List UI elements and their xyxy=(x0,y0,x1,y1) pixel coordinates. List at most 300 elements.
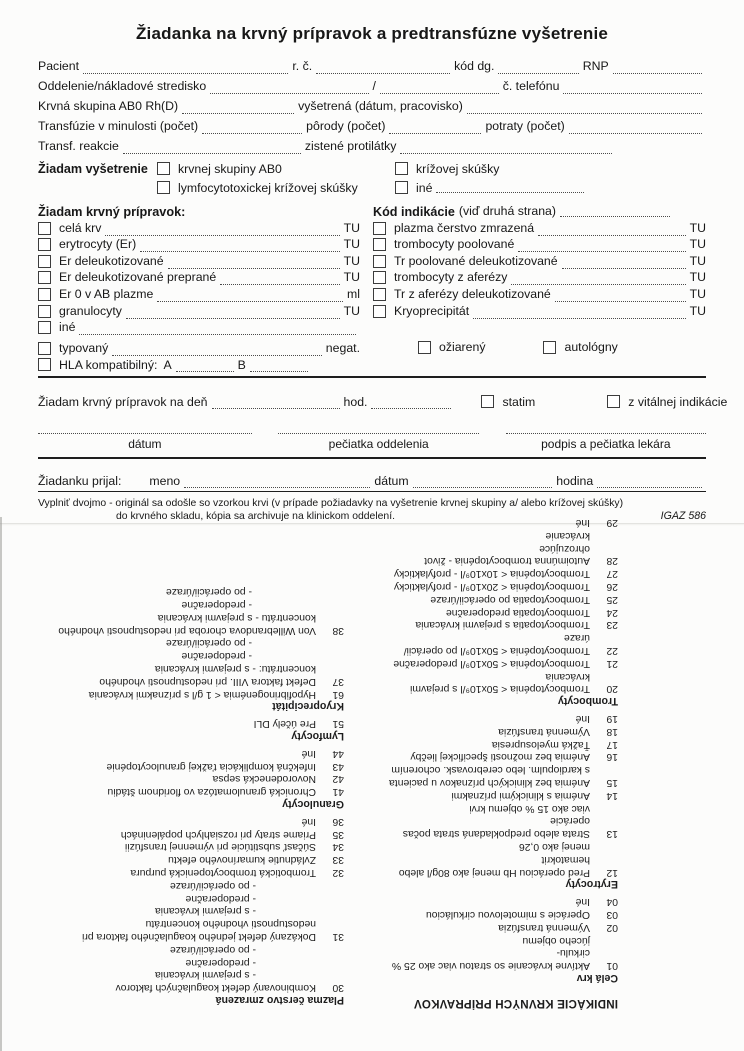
fill-line[interactable] xyxy=(467,103,702,114)
indication-code: 38 xyxy=(332,624,344,636)
indication-item xyxy=(378,750,618,763)
field-label: r. č. xyxy=(292,59,313,73)
checkbox-tr-apheresis-deleuko[interactable] xyxy=(373,288,386,301)
indication-line: nedostupnosti vhodného koncentrátu xyxy=(145,918,316,930)
indication-line: - po operácii/úraze xyxy=(165,637,252,649)
irradiated-row xyxy=(373,339,706,356)
product-row xyxy=(373,269,706,286)
divider xyxy=(38,376,706,378)
checkbox-er-deleukotized[interactable] xyxy=(38,255,51,268)
indication-line: Výmenná transfúzia xyxy=(498,921,590,933)
product-row xyxy=(38,302,360,319)
fill-line[interactable] xyxy=(176,361,234,372)
checkbox-exam-other[interactable] xyxy=(395,181,408,194)
product-row xyxy=(38,252,360,269)
signature-doctor xyxy=(506,433,706,451)
indication-line: Anémia s klinickými príznakmi xyxy=(451,789,590,801)
checkbox-typed[interactable] xyxy=(38,342,51,355)
indication-line: Iné xyxy=(575,896,590,908)
form-code: IGAZ 586 xyxy=(660,509,706,522)
indication-item xyxy=(45,759,344,772)
fill-line[interactable] xyxy=(400,143,612,154)
field-label: kód dg. xyxy=(454,59,495,73)
field-label: RNP xyxy=(582,59,609,73)
indication-line: Iné xyxy=(575,517,590,529)
indication-item xyxy=(45,827,344,840)
product-row xyxy=(38,319,360,336)
indication-code: 44 xyxy=(332,747,344,759)
product-unit: TU xyxy=(343,253,360,268)
product-label: celá krv xyxy=(59,220,102,235)
checkbox-vital-indication[interactable] xyxy=(607,395,620,408)
indication-code: 12 xyxy=(606,866,618,878)
product-unit: TU xyxy=(689,270,706,285)
product-heading: Žiadam krvný prípravok: xyxy=(38,205,186,219)
fill-line[interactable] xyxy=(389,123,481,134)
exam-option-label: lymfocytotoxickej krížovej skúšky xyxy=(178,180,358,195)
product-unit: TU xyxy=(343,220,360,235)
indication-line: Anémia bez možnosti špecifickej liečby xyxy=(410,751,590,763)
indication-code: 04 xyxy=(606,896,618,908)
indication-code: 02 xyxy=(606,921,618,933)
indication-code: 17 xyxy=(606,738,618,750)
indication-group-heading: Plazma čerstvo zmrazená xyxy=(215,994,344,1006)
product-row xyxy=(38,269,360,286)
product-row xyxy=(373,236,706,253)
checkbox-er0-ab-plasma[interactable] xyxy=(38,288,51,301)
fill-line[interactable] xyxy=(597,477,702,488)
indication-item xyxy=(378,618,618,631)
indication-line: Trombocytopénia < 50x10⁹/l po operácii/úraze xyxy=(403,632,590,657)
checkbox-cryoprecipitate[interactable] xyxy=(373,305,386,318)
indication-code: 51 xyxy=(332,718,344,730)
fill-line[interactable] xyxy=(83,63,288,74)
request-label: Žiadam krvný prípravok na deň xyxy=(38,394,208,409)
fill-line[interactable] xyxy=(140,241,339,252)
fill-line[interactable] xyxy=(560,206,670,217)
received-name-label: meno xyxy=(149,473,181,488)
indication-code: 43 xyxy=(332,760,344,772)
front-side xyxy=(0,0,744,523)
footnote-line: Vyplniť dvojmo - originál sa odošle so vzorkou krvi (v prípade požiadavky na vyšetrenie krvnej skupiny a/ alebo krížovej skúšky) xyxy=(38,497,624,509)
field-row-department xyxy=(38,74,706,94)
fill-line[interactable] xyxy=(168,258,340,269)
form-title: Žiadanka na krvný prípravok a predtransfúzne vyšetrenie xyxy=(135,24,609,43)
field-label: Transf. reakcie xyxy=(38,139,119,153)
indication-group-heading: Granulocyty xyxy=(282,798,344,811)
indication-code: 37 xyxy=(332,675,344,687)
indication-line: Zvládnutie kumarínového efektu xyxy=(168,854,316,866)
field-label: potraty (počet) xyxy=(485,119,565,133)
hla-b-label: B xyxy=(237,357,246,372)
product-label: Tr poolované deleukotizované xyxy=(394,253,558,268)
product-row xyxy=(38,236,360,253)
hla-a-label: A xyxy=(163,357,172,372)
indication-line: - predoperačne xyxy=(181,650,252,662)
indication-code: 33 xyxy=(332,854,344,866)
indication-code: 42 xyxy=(332,773,344,785)
indication-line: Hypofibrinogenémia < 1 g/l s príznakmi krvácania xyxy=(88,688,316,700)
indication-item xyxy=(378,839,618,877)
autologous-label: autológny xyxy=(564,340,618,355)
signature-row xyxy=(38,433,706,451)
indication-line: Infekčná komplikácia ťažkej granulocytopénie xyxy=(106,760,316,772)
indication-line: - s prejavmi krvácania xyxy=(154,905,256,917)
indication-line: - predoperačne xyxy=(185,956,256,968)
indication-line: koncentrátu - s prejavmi krvácania xyxy=(157,611,316,623)
indication-item xyxy=(45,636,344,687)
indication-code: 25 xyxy=(606,593,618,605)
exam-section xyxy=(38,159,706,197)
checkbox-ffp[interactable] xyxy=(373,222,386,235)
indication-line: Trombocytopénia < 10x10⁹/l - profylakticky xyxy=(393,568,590,580)
indication-item xyxy=(378,788,618,801)
field-row-reactions xyxy=(38,134,706,154)
indication-line: Novorodenecká sepsa xyxy=(212,773,316,785)
checkbox-blood-group-ab0[interactable] xyxy=(157,162,170,175)
fill-line[interactable] xyxy=(123,143,301,154)
product-label: Er deleukotizované preprané xyxy=(59,270,217,285)
typed-unit: negat. xyxy=(325,340,360,355)
product-columns xyxy=(38,219,706,335)
indication-line: Ťažká myelosupresia xyxy=(491,738,590,750)
indication-item xyxy=(45,942,344,993)
indication-item xyxy=(378,737,618,750)
product-unit: TU xyxy=(689,237,706,252)
indication-item xyxy=(378,724,618,737)
indication-line: Trombocytopatia predoperačne xyxy=(445,606,590,618)
field-row-bloodgroup xyxy=(38,94,706,114)
product-label: Er deleukotizované xyxy=(59,253,164,268)
fill-line[interactable] xyxy=(210,83,368,94)
back-side-rotated xyxy=(38,517,706,1010)
field-label: Oddelenie/nákladové stredisko xyxy=(38,79,207,93)
indication-line: Trombocytopatia po operácii/úraze xyxy=(430,593,590,605)
fill-line[interactable] xyxy=(413,477,553,488)
indication-line: krvácanie xyxy=(545,529,590,541)
received-row xyxy=(38,470,706,488)
product-row xyxy=(373,285,706,302)
indication-line: Iné xyxy=(575,713,590,725)
indication-item xyxy=(378,515,618,528)
indication-code: 28 xyxy=(606,555,618,567)
indication-line: Strata alebo predpokladaná strata počas operácie xyxy=(402,815,590,840)
received-time-label: hodina xyxy=(556,473,594,488)
product-unit: TU xyxy=(343,303,360,318)
product-unit: ml xyxy=(347,286,360,301)
field-label: zistené protilátky xyxy=(304,139,397,153)
fill-line[interactable] xyxy=(569,123,702,134)
indication-line: Výmenná transfúzia xyxy=(498,725,590,737)
fill-line[interactable] xyxy=(212,398,340,409)
checkbox-irradiated[interactable] xyxy=(418,341,431,354)
product-label: granulocyty xyxy=(59,303,122,318)
indication-code: 35 xyxy=(332,828,344,840)
fill-line[interactable] xyxy=(184,477,370,488)
indication-group-heading: Celá krv xyxy=(576,972,618,984)
field-row-transfusions xyxy=(38,114,706,134)
indication-line: Dokázaný defekt jedného koagulačného faktora pri xyxy=(82,931,316,943)
product-label: iné xyxy=(59,320,76,335)
fill-line[interactable] xyxy=(371,398,451,409)
indication-line: viac ako 15 % objemu krvi xyxy=(469,802,590,814)
indication-code: 32 xyxy=(332,867,344,879)
exam-option-label: krvnej skupiny AB0 xyxy=(178,161,282,176)
indication-item xyxy=(45,814,344,827)
fill-line[interactable] xyxy=(250,361,308,372)
product-row xyxy=(373,219,706,236)
indication-item xyxy=(378,567,618,580)
checkbox-hla-compatible[interactable] xyxy=(38,358,51,371)
indication-code: 03 xyxy=(606,909,618,921)
field-row-patient xyxy=(38,54,706,74)
slash-separator: / xyxy=(372,79,376,93)
product-row xyxy=(38,285,360,302)
indication-item xyxy=(45,840,344,853)
fill-line[interactable] xyxy=(105,225,339,236)
checkbox-tr-pooled-deleuko[interactable] xyxy=(373,255,386,268)
indication-code: 30 xyxy=(332,982,344,994)
indication-item xyxy=(378,933,618,971)
checkbox-platelets-apheresis[interactable] xyxy=(373,271,386,284)
product-label: trombocyty poolované xyxy=(394,237,515,252)
received-label: Žiadanku prijal: xyxy=(38,473,122,488)
irradiated-label: ožiarený xyxy=(439,340,486,355)
product-label: erytrocyty (Er) xyxy=(59,237,137,252)
typed-row xyxy=(38,339,360,356)
statim-label: statim xyxy=(502,394,536,409)
indication-line: - predoperačne xyxy=(185,892,256,904)
fill-line[interactable] xyxy=(555,291,686,302)
field-label: vyšetrená (dátum, pracovisko) xyxy=(298,99,463,113)
fill-line[interactable] xyxy=(436,182,584,193)
fill-line[interactable] xyxy=(79,324,356,335)
fill-line[interactable] xyxy=(157,291,343,302)
indication-line: Von Willebrandova choroba pri nedostupnosti vhodného xyxy=(58,624,316,636)
fill-line[interactable] xyxy=(316,63,450,74)
checkbox-granulocytes[interactable] xyxy=(38,305,51,318)
indication-code: 01 xyxy=(606,960,618,972)
exam-heading: Žiadam vyšetrenie xyxy=(38,161,148,176)
indication-line: Pre účely DLI xyxy=(253,718,316,730)
product-unit: TU xyxy=(343,270,360,285)
indication-item xyxy=(45,687,344,700)
indication-line: s kardiopulm. lebo cerebrovask. ochorením xyxy=(391,764,590,776)
indication-code: 36 xyxy=(332,815,344,827)
indication-code: 14 xyxy=(606,789,618,801)
product-unit: TU xyxy=(689,286,706,301)
indication-code: 31 xyxy=(332,931,344,943)
product-row xyxy=(38,219,360,236)
indication-line: Trombocytopénia < 50x10⁹/l predoperačne xyxy=(393,657,590,669)
product-row xyxy=(373,252,706,269)
indication-line: Trombocytopénia < 50x10⁹/l s prejavmi krvácania xyxy=(410,670,590,695)
divider xyxy=(38,491,706,492)
indication-line: - po operácii/úraze xyxy=(169,943,256,955)
product-heading-row xyxy=(38,200,706,219)
product-column-left xyxy=(38,219,360,335)
product-label: trombocyty z aferézy xyxy=(394,270,508,285)
indication-line: Trombotická trombocytopenická purpura xyxy=(130,867,316,879)
indication-item xyxy=(45,852,344,865)
fill-line[interactable] xyxy=(473,308,685,319)
product-unit: TU xyxy=(689,303,706,318)
indication-item xyxy=(45,784,344,797)
indication-line: Autoimúnna trombocytopénia - život ohrozujúce xyxy=(424,542,590,567)
field-label: Pacient xyxy=(38,59,80,73)
indications-title: INDIKÁCIE KRVNÝCH PRÍPRAVKOV xyxy=(413,997,618,1010)
product-unit: TU xyxy=(689,253,706,268)
indication-item xyxy=(378,907,618,920)
product-label: Kryoprecipitát xyxy=(394,303,470,318)
product-row xyxy=(373,302,706,319)
product-label: Tr z aferézy deleukotizované xyxy=(394,286,551,301)
checkbox-whole-blood[interactable] xyxy=(38,222,51,235)
indication-line: Defekt faktora VIII. pri nedostupnosti vhodného xyxy=(99,675,316,687)
indication-item xyxy=(378,579,618,592)
fill-line[interactable] xyxy=(538,225,685,236)
indication-item xyxy=(378,711,618,724)
indication-item xyxy=(45,878,344,942)
indication-item xyxy=(378,630,618,656)
product-label: Er 0 v AB plazme xyxy=(59,286,154,301)
indication-code: 24 xyxy=(606,606,618,618)
checkbox-erythrocytes[interactable] xyxy=(38,238,51,251)
indication-item xyxy=(378,762,618,788)
indication-code: 27 xyxy=(606,568,618,580)
product-label: plazma čerstvo zmrazená xyxy=(394,220,535,235)
field-label: Krvná skupina AB0 Rh(D) xyxy=(38,99,179,113)
indication-group-heading: Trombocyty xyxy=(557,695,618,708)
typed-label: typovaný xyxy=(59,340,109,355)
field-label: Transfúzie v minulosti (počet) xyxy=(38,119,199,133)
fill-line[interactable] xyxy=(182,103,294,114)
indication-line: koncentrátu: - s prejavmi krvácania xyxy=(154,663,316,675)
indication-line: - predoperačne xyxy=(181,599,252,611)
indication-item xyxy=(378,801,618,839)
indication-code: 34 xyxy=(332,841,344,853)
indication-code: 19 xyxy=(606,713,618,725)
fill-line[interactable] xyxy=(562,258,686,269)
indication-code: 22 xyxy=(606,645,618,657)
checkbox-crossmatch[interactable] xyxy=(395,162,408,175)
indications-column-right xyxy=(45,585,370,1011)
indication-code: 29 xyxy=(606,517,618,529)
indication-line: menej ako 0,26 xyxy=(518,841,590,853)
signature-stamp xyxy=(278,433,478,451)
indication-item xyxy=(45,746,344,759)
indication-line: Trombocytopatia s prejavmi krvácania xyxy=(415,619,590,631)
indication-item xyxy=(378,605,618,618)
indication-code-heading: Kód indikácie xyxy=(373,205,455,219)
footnote-line: do krvného skladu, kópia sa archivuje na klinickom oddelení. xyxy=(116,510,395,522)
received-date-label: dátum xyxy=(374,473,409,488)
exam-option-label: iné xyxy=(416,180,433,195)
indication-code: 20 xyxy=(606,683,618,695)
indication-line: Chronická granulomatóza vo floridnom štádiu xyxy=(107,786,316,798)
vital-indication-label: z vitálnej indikácie xyxy=(628,394,728,409)
fill-line[interactable] xyxy=(498,63,578,74)
indication-code: 61 xyxy=(332,688,344,700)
checkbox-er-washed[interactable] xyxy=(38,271,51,284)
checkbox-platelets-pooled[interactable] xyxy=(373,238,386,251)
signature-label: podpis a pečiatka lekára xyxy=(541,436,671,451)
field-label: č. telefónu xyxy=(502,79,560,93)
indication-line: Priame straty pri rozsiahlych popáleninách xyxy=(120,828,316,840)
indication-line: Iné xyxy=(301,815,316,827)
fill-line[interactable] xyxy=(220,274,339,285)
exam-option-label: krížovej skúšky xyxy=(416,161,500,176)
indication-item xyxy=(45,772,344,785)
indication-line: Kombinovaný defekt koagulačných faktorov xyxy=(115,982,316,994)
indication-code-note: (viď druhá strana) xyxy=(458,204,556,218)
indication-code: 41 xyxy=(332,786,344,798)
indication-line: Aktívne krvácanie so stratou viac ako 25 % cirkulu- xyxy=(391,947,590,972)
indication-line: - s prejavmi krvácania xyxy=(154,969,256,981)
checkbox-product-other[interactable] xyxy=(38,321,51,334)
indication-group-heading: Lymfocyty xyxy=(291,730,344,743)
indication-line: - po operácii/úraze xyxy=(165,586,252,598)
checkbox-lymphocytotoxic[interactable] xyxy=(157,181,170,194)
checkbox-autologous[interactable] xyxy=(543,341,556,354)
product-unit: TU xyxy=(689,220,706,235)
fill-line[interactable] xyxy=(518,241,685,252)
fill-line[interactable] xyxy=(202,123,302,134)
indication-item xyxy=(378,920,618,933)
indication-item xyxy=(378,528,618,566)
scan-edge-artifact xyxy=(0,517,2,1051)
indication-code: 13 xyxy=(606,828,618,840)
fill-line[interactable] xyxy=(511,274,685,285)
product-column-right xyxy=(373,219,706,319)
indication-item xyxy=(378,656,618,669)
fill-line[interactable] xyxy=(613,63,702,74)
indication-item xyxy=(378,592,618,605)
field-label: pôrody (počet) xyxy=(306,119,386,133)
fill-line[interactable] xyxy=(126,308,340,319)
indication-code: 16 xyxy=(606,751,618,763)
fill-line[interactable] xyxy=(380,83,499,94)
indication-item xyxy=(378,669,618,695)
indication-code: 26 xyxy=(606,581,618,593)
request-date-row xyxy=(38,391,728,409)
indication-code: 23 xyxy=(606,619,618,631)
indication-line: Pred operáciou Hb menej ako 80g/l alebo hematokrit xyxy=(398,853,590,878)
indication-code: 15 xyxy=(606,777,618,789)
indication-line: júceho objemu xyxy=(522,934,590,946)
indications-column-left xyxy=(378,515,618,1010)
fill-line[interactable] xyxy=(563,83,702,94)
indication-item xyxy=(378,894,618,907)
indication-line: Anémia bez klinických príznakov u pacienta xyxy=(389,777,590,789)
indication-line: Trombocytopénia < 20x10⁹/l - profylakticky xyxy=(393,581,590,593)
fill-line[interactable] xyxy=(112,345,322,356)
indication-item xyxy=(45,865,344,878)
divider xyxy=(38,457,706,459)
indication-line: Súčasť substitúcie pri výmennej transfúzii xyxy=(124,841,316,853)
indication-item xyxy=(45,585,344,636)
indication-group-heading: Kryoprecipitát xyxy=(272,700,344,713)
indication-code: 18 xyxy=(606,725,618,737)
signature-date xyxy=(38,433,252,451)
indication-line: - po operácii/úraze xyxy=(169,879,256,891)
signature-label: pečiatka oddelenia xyxy=(328,436,429,451)
hla-row xyxy=(38,356,360,372)
indication-group-heading: Erytrocyty xyxy=(565,878,618,891)
checkbox-statim[interactable] xyxy=(481,395,494,408)
fold-crease xyxy=(0,523,744,524)
indication-line: Operácie s mimotelovou cirkuláciou xyxy=(425,909,590,921)
